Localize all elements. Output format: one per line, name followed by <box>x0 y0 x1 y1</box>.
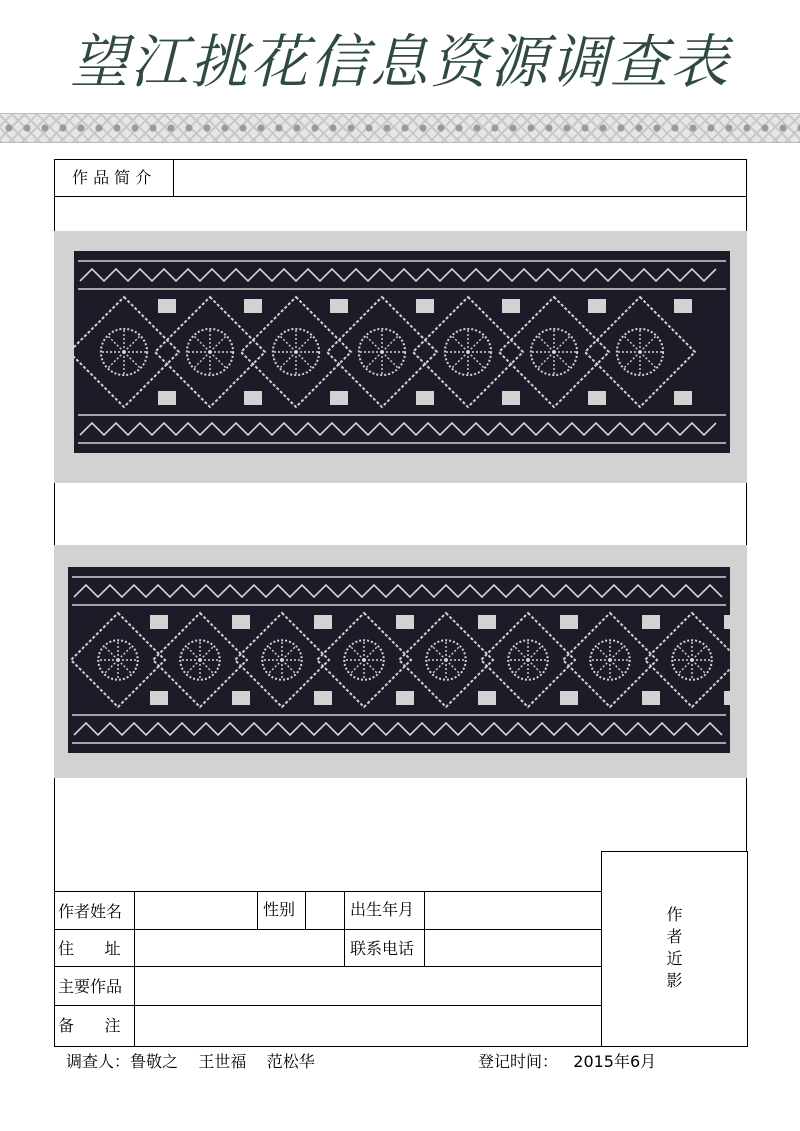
works-label: 主要作品 <box>58 977 123 996</box>
corner-block-motif <box>150 615 168 629</box>
corner-block-motif <box>244 391 262 405</box>
textile-pattern-1 <box>54 231 747 483</box>
corner-block-motif <box>330 391 348 405</box>
investigators-text: 调查人：鲁敬之 王世福 范松华 <box>66 1052 315 1071</box>
corner-block-motif <box>232 691 250 705</box>
corner-block-motif <box>416 299 434 313</box>
form-row-line-4 <box>54 1005 601 1006</box>
form-col-line-2 <box>257 891 258 929</box>
form-row-line-2 <box>54 929 601 930</box>
corner-block-motif <box>158 391 176 405</box>
author-photo-label <box>602 904 747 992</box>
corner-block-motif <box>642 691 660 705</box>
corner-block-motif <box>724 691 742 705</box>
corner-block-motif <box>588 391 606 405</box>
form-row-line-3 <box>54 966 601 967</box>
corner-block-motif <box>314 691 332 705</box>
form-row-line-1 <box>54 891 601 892</box>
corner-block-motif <box>478 691 496 705</box>
corner-block-motif <box>314 615 332 629</box>
author-photo-box[interactable] <box>601 851 748 1047</box>
intro-label: 作 品 简 介 <box>72 168 152 187</box>
birth-label: 出生年月 <box>350 900 415 919</box>
photo-label-char: 作 <box>666 905 683 924</box>
corner-block-motif <box>396 615 414 629</box>
corner-block-motif <box>560 615 578 629</box>
corner-block-motif <box>416 391 434 405</box>
photo-label-char: 影 <box>666 971 683 990</box>
intro-column-divider <box>173 159 174 196</box>
corner-block-motif <box>158 299 176 313</box>
corner-block-motif <box>674 299 692 313</box>
corner-block-motif <box>642 615 660 629</box>
corner-block-motif <box>502 391 520 405</box>
corner-block-motif <box>560 691 578 705</box>
textile-pattern-2 <box>54 545 747 778</box>
corner-block-motif <box>150 691 168 705</box>
photo-label-char: 近 <box>666 949 683 968</box>
corner-block-motif <box>588 299 606 313</box>
register-time-text: 登记时间： 2015年6月 <box>478 1052 657 1071</box>
corner-block-motif <box>396 691 414 705</box>
intro-row-divider <box>54 196 747 197</box>
form-col-line-4 <box>344 891 345 966</box>
corner-block-motif <box>330 299 348 313</box>
corner-block-motif <box>244 299 262 313</box>
address-label: 住 址 <box>58 939 121 958</box>
corner-block-motif <box>232 615 250 629</box>
author-name-label: 作者姓名 <box>58 902 123 921</box>
corner-block-motif <box>724 615 742 629</box>
corner-block-motif <box>674 391 692 405</box>
form-col-line-1 <box>134 891 135 1047</box>
form-col-line-3 <box>305 891 306 929</box>
form-title: 望江挑花信息资源调查表 <box>69 28 730 96</box>
form-col-line-5 <box>424 891 425 966</box>
decorative-border-band <box>0 113 800 143</box>
textile-photo-1 <box>54 231 747 483</box>
corner-block-motif <box>478 615 496 629</box>
corner-block-motif <box>502 299 520 313</box>
remarks-label: 备 注 <box>58 1016 121 1035</box>
photo-label-char: 者 <box>666 927 683 946</box>
gender-label: 性别 <box>263 900 296 919</box>
phone-label: 联系电话 <box>350 939 415 958</box>
textile-photo-2 <box>54 545 747 778</box>
